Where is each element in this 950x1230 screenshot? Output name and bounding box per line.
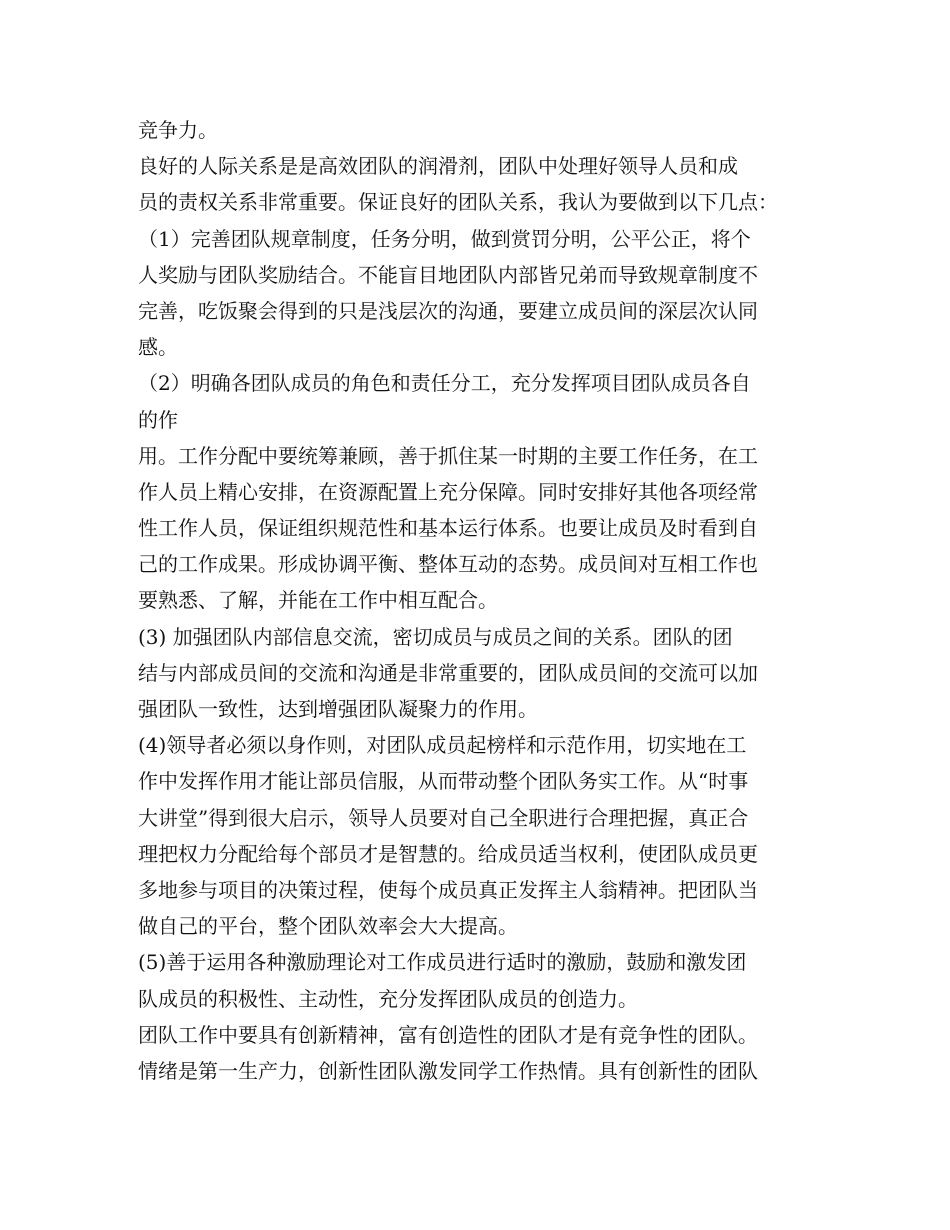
- text-line: （2）明确各团队成员的角色和责任分工，充分发挥项目团队成员各自: [138, 371, 751, 396]
- text-line: 作人员上精心安排，在资源配置上充分保障。同时安排好其他各项经常: [138, 479, 758, 504]
- text-line: 性工作人员，保证组织规范性和基本运行体系。也要让成员及时看到自: [138, 516, 758, 541]
- text-line: 理把权力分配给每个部员才是智慧的。给成员适当权利，使团队成员更: [138, 841, 758, 866]
- text-line: (4)领导者必须以身作则，对团队成员起榜样和示范作用，切实地在工: [138, 733, 747, 758]
- text-line: 做自己的平台，整个团队效率会大大提高。: [138, 914, 518, 939]
- text-line: 完善，吃饭聚会得到的只是浅层次的沟通，要建立成员间的深层次认同: [138, 298, 758, 323]
- text-line: (3) 加强团队内部信息交流，密切成员与成员之间的关系。团队的团: [138, 624, 733, 649]
- text-line: 作中发挥作用才能让部员信服，从而带动整个团队务实工作。从“时事: [138, 769, 749, 794]
- text-line: 感。: [138, 335, 178, 360]
- text-line: 结与内部成员间的交流和沟通是非常重要的，团队成员间的交流可以加: [138, 660, 758, 685]
- document-body: [138, 112, 818, 1089]
- text-line: （1）完善团队规章制度，任务分明，做到赏罚分明，公平公正，将个: [138, 226, 751, 251]
- text-line: 良好的人际关系是是高效团队的润滑剂，团队中处理好领导人员和成: [138, 154, 738, 179]
- text-line: 用。工作分配中要统筹兼顾，善于抓住某一时期的主要工作任务，在工: [138, 443, 758, 468]
- text-line: 情绪是第一生产力，创新性团队激发同学工作热情。具有创新性的团队: [138, 1058, 758, 1083]
- text-line: 多地参与项目的决策过程，使每个成员真正发挥主人翁精神。把团队当: [138, 877, 758, 902]
- text-line: 的作: [138, 407, 178, 432]
- text-line: 己的工作成果。形成协调平衡、整体互动的态势。成员间对互相工作也: [138, 552, 758, 577]
- text-line: 队成员的积极性、主动性，充分发挥团队成员的创造力。: [138, 986, 638, 1011]
- text-line: 人奖励与团队奖励结合。不能盲目地团队内部皆兄弟而导致规章制度不: [138, 262, 758, 287]
- text-line: 竞争力。: [138, 118, 218, 142]
- text-line: 强团队一致性，达到增强团队凝聚力的作用。: [138, 697, 538, 721]
- text-line: 大讲堂”得到很大启示，领导人员要对自己全职进行合理把握，真正合: [138, 805, 749, 830]
- text-line: (5)善于运用各种激励理论对工作成员进行适时的激励，鼓励和激发团: [138, 950, 747, 975]
- text-line: 员的责权关系非常重要。保证良好的团队关系，我认为要做到以下几点：: [138, 190, 778, 215]
- text-line: 要熟悉、了解，并能在工作中相互配合。: [138, 588, 498, 613]
- text-line: 团队工作中要具有创新精神，富有创造性的团队才是有竞争性的团队。: [138, 1022, 758, 1047]
